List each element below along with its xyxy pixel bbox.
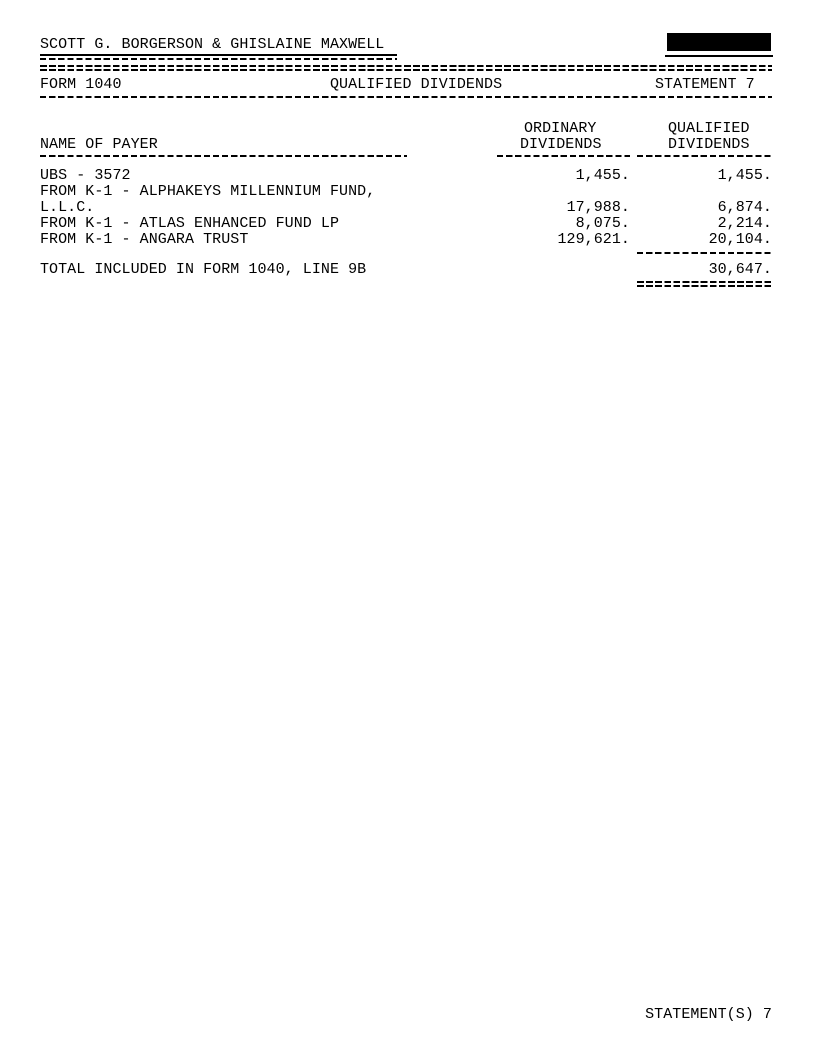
payer-cell: L.L.C. xyxy=(40,199,95,216)
column-header-payer: NAME OF PAYER xyxy=(40,136,158,153)
form-label: FORM 1040 xyxy=(40,76,122,93)
redaction-box xyxy=(667,33,771,51)
column-header-ordinary-line2: DIVIDENDS xyxy=(520,136,602,153)
ordinary-dividends-cell: 1,455. xyxy=(575,167,630,184)
payer-cell: FROM K-1 - ALPHAKEYS MILLENNIUM FUND, xyxy=(40,183,376,200)
qualified-column-underline xyxy=(637,155,772,157)
ordinary-dividends-cell: 129,621. xyxy=(557,231,630,248)
payer-column-underline xyxy=(40,155,407,157)
taxpayer-name-underline xyxy=(40,54,397,56)
rule-row xyxy=(40,65,772,67)
header-separator-double-rule xyxy=(40,65,772,71)
title-separator-rule xyxy=(40,96,772,98)
payer-cell: FROM K-1 - ANGARA TRUST xyxy=(40,231,249,248)
total-double-rule xyxy=(637,281,772,287)
taxpayer-name: SCOTT G. BORGERSON & GHISLAINE MAXWELL xyxy=(40,36,385,53)
footer-statement-label: STATEMENT(S) 7 xyxy=(645,1006,772,1023)
ordinary-column-underline xyxy=(497,155,630,157)
taxpayer-name-dashed-rule xyxy=(40,58,397,60)
total-top-rule xyxy=(637,252,772,254)
payer-cell: UBS - 3572 xyxy=(40,167,131,184)
column-header-ordinary-line1: ORDINARY xyxy=(524,120,597,137)
rule-row xyxy=(40,69,772,71)
payer-cell: FROM K-1 - ATLAS ENHANCED FUND LP xyxy=(40,215,340,232)
redaction-underline xyxy=(665,55,773,57)
statement-title: QUALIFIED DIVIDENDS xyxy=(330,76,503,93)
qualified-dividends-cell: 1,455. xyxy=(717,167,772,184)
column-header-qualified-line1: QUALIFIED xyxy=(668,120,750,137)
total-label: TOTAL INCLUDED IN FORM 1040, LINE 9B xyxy=(40,261,367,278)
statement-number: STATEMENT 7 xyxy=(655,76,755,93)
rule-row xyxy=(637,285,772,287)
ordinary-dividends-cell: 17,988. xyxy=(566,199,630,216)
column-header-qualified-line2: DIVIDENDS xyxy=(668,136,750,153)
total-qualified-value: 30,647. xyxy=(708,261,772,278)
rule-row xyxy=(637,281,772,283)
ordinary-dividends-cell: 8,075. xyxy=(575,215,630,232)
qualified-dividends-cell: 6,874. xyxy=(717,199,772,216)
qualified-dividends-cell: 20,104. xyxy=(708,231,772,248)
qualified-dividends-cell: 2,214. xyxy=(717,215,772,232)
